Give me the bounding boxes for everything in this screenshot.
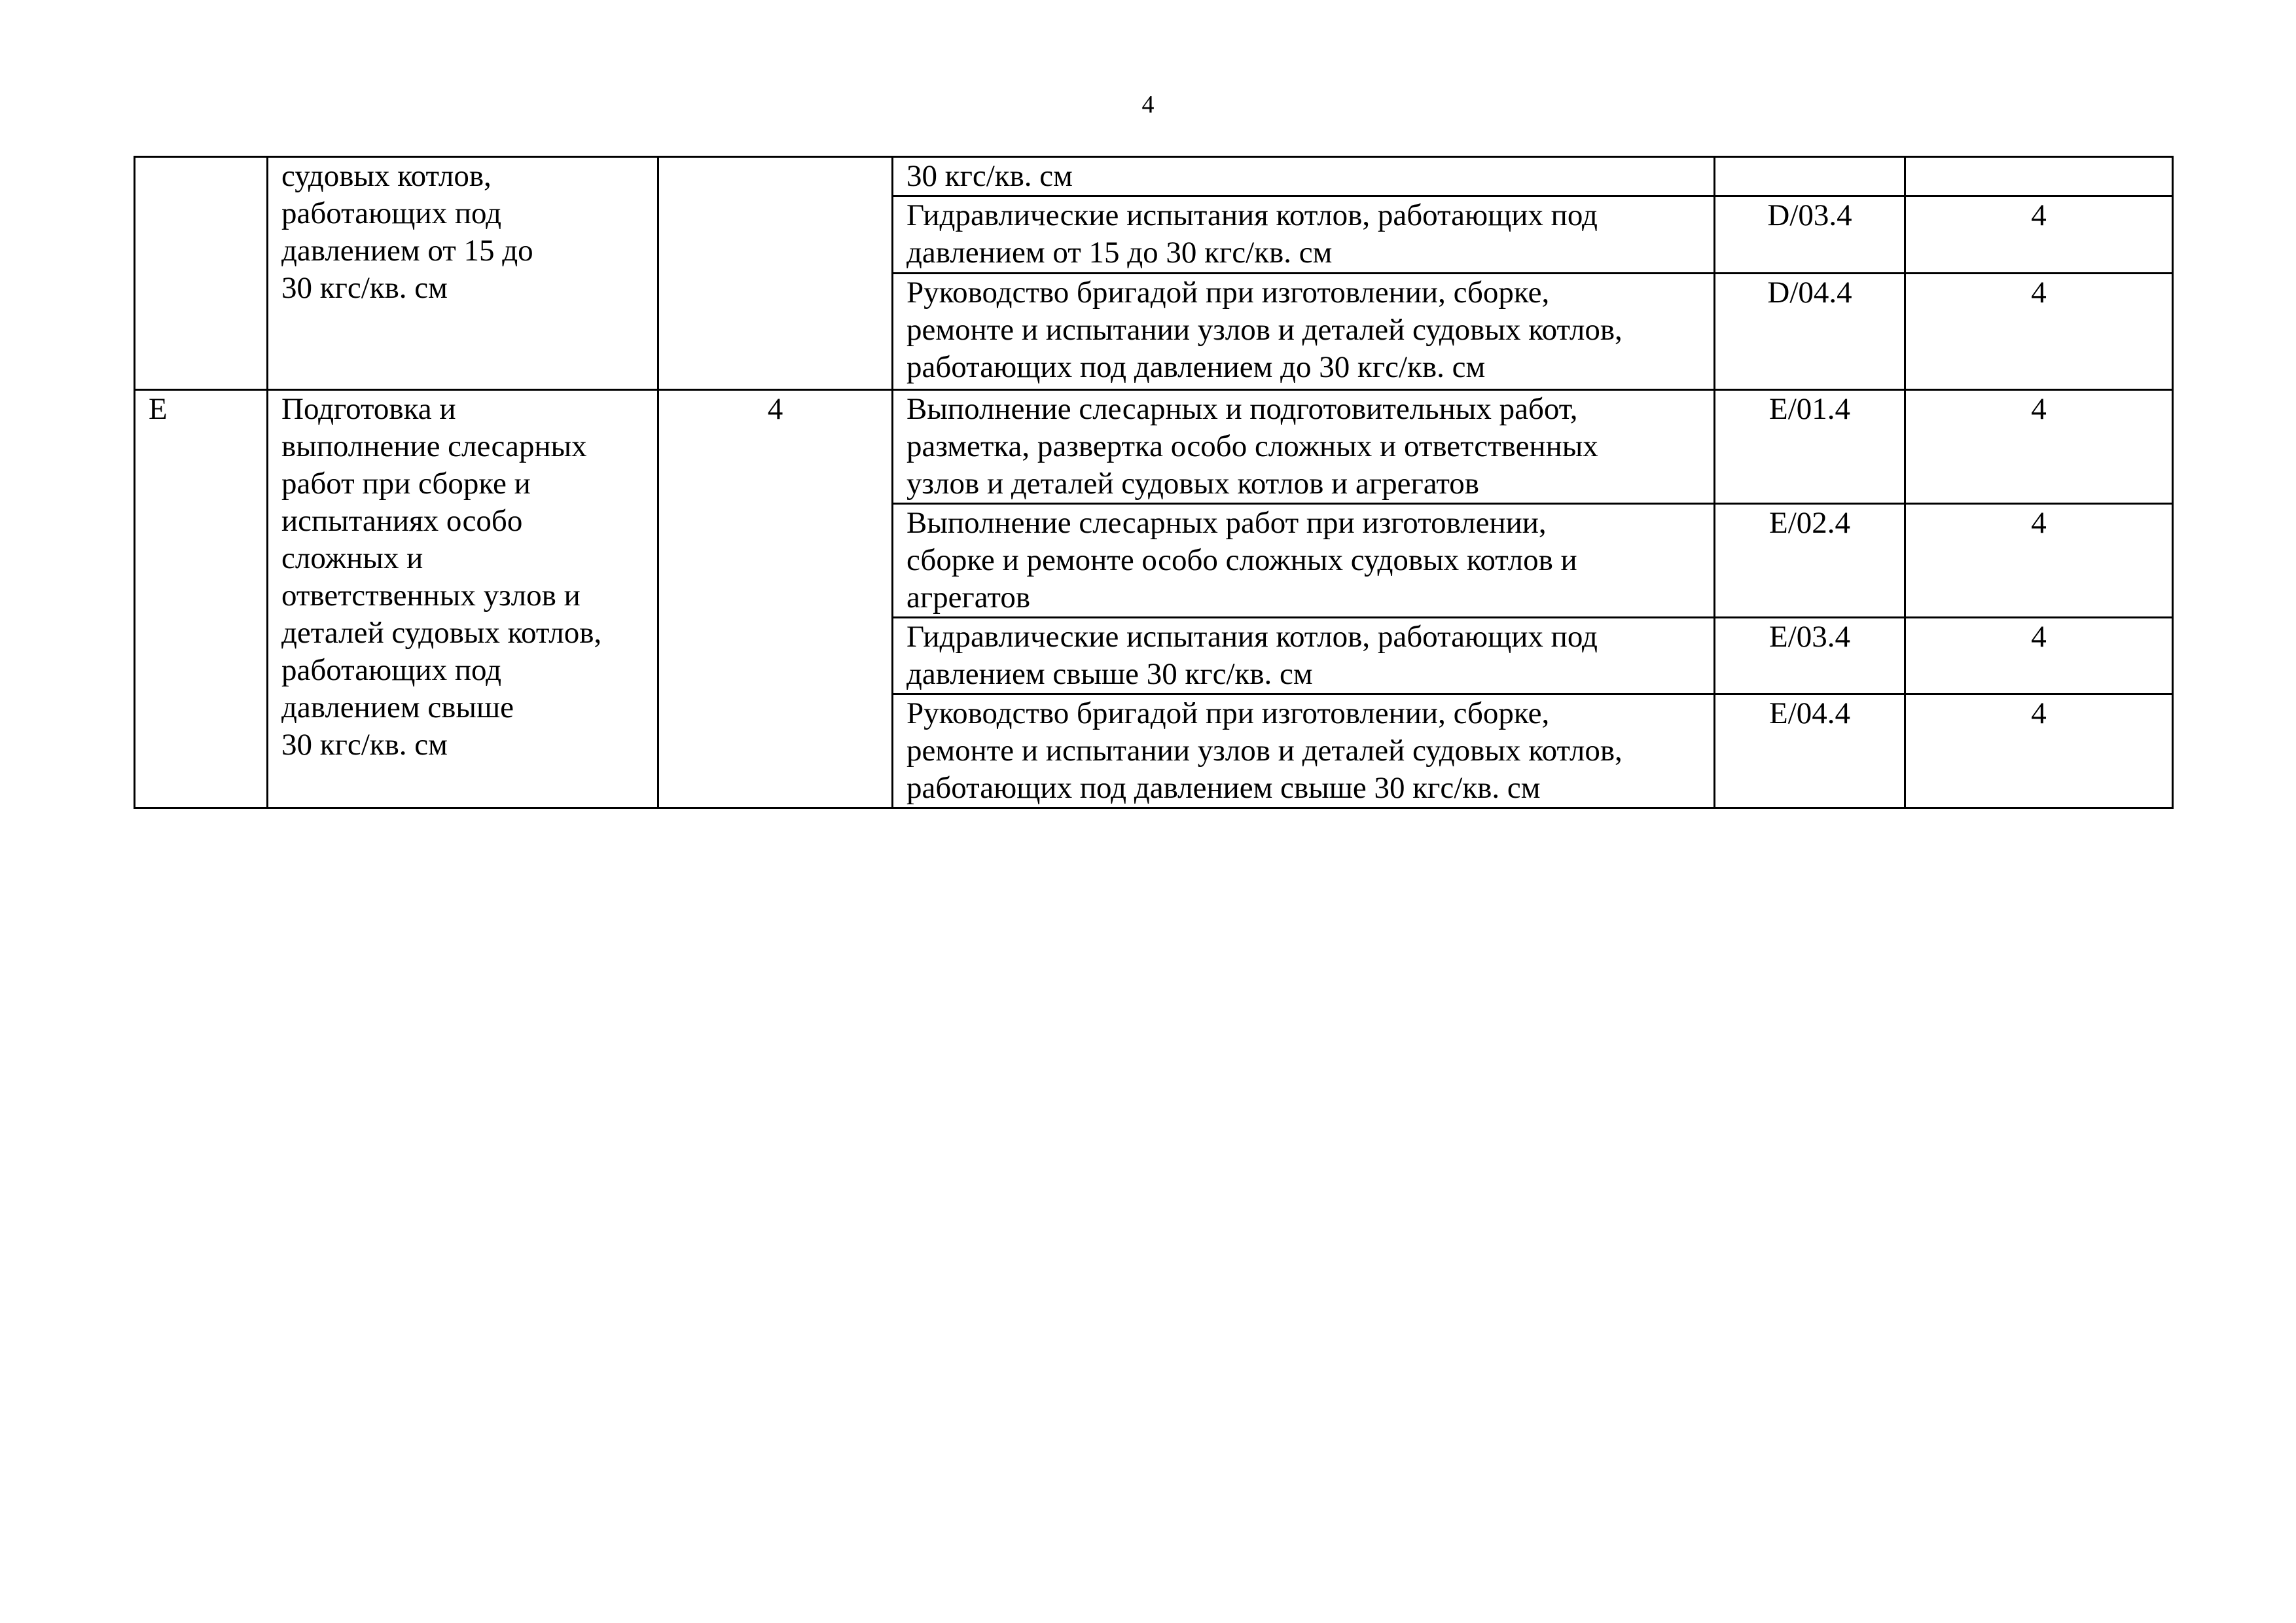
sublevel-qualification: 4 (1905, 390, 2173, 504)
generalized-function-code (135, 157, 268, 390)
sublevel-qualification (1905, 157, 2173, 196)
sublevel-qualification: 4 (1905, 504, 2173, 618)
labor-function-code: D/03.4 (1715, 196, 1905, 274)
generalized-function-code: E (135, 390, 268, 808)
sublevel-qualification: 4 (1905, 694, 2173, 808)
labor-function-code: D/04.4 (1715, 274, 1905, 390)
generalized-function-name: Подготовка и выполнение слесарных работ при сборке и испытаниях особо сложных и ответственных узлов и деталей судовых котлов, работающих под давлением свыше 30 кгс/кв. см (268, 390, 658, 808)
labor-function-name: 30 кгс/кв. см (893, 157, 1715, 196)
labor-function-name: Руководство бригадой при изготовлении, сборке, ремонте и испытании узлов и деталей судовых котлов, работающих под давлением свыше 30 кгс/кв. см (893, 694, 1715, 808)
table-row (135, 157, 2173, 196)
sublevel-qualification: 4 (1905, 274, 2173, 390)
labor-function-code: E/02.4 (1715, 504, 1905, 618)
labor-function-name: Выполнение слесарных работ при изготовлении, сборке и ремонте особо сложных судовых котлов и агрегатов (893, 504, 1715, 618)
labor-function-code: E/01.4 (1715, 390, 1905, 504)
labor-function-name: Гидравлические испытания котлов, работающих под давлением от 15 до 30 кгс/кв. см (893, 196, 1715, 274)
qualification-level (658, 157, 893, 390)
table-row (135, 390, 2173, 504)
generalized-function-name: судовых котлов, работающих под давлением от 15 до 30 кгс/кв. см (268, 157, 658, 390)
labor-function-name: Гидравлические испытания котлов, работающих под давлением свыше 30 кгс/кв. см (893, 618, 1715, 694)
functions-table (134, 156, 2174, 809)
sublevel-qualification: 4 (1905, 196, 2173, 274)
labor-function-code: E/04.4 (1715, 694, 1905, 808)
page-number: 4 (1141, 91, 1155, 118)
labor-function-code: E/03.4 (1715, 618, 1905, 694)
sublevel-qualification: 4 (1905, 618, 2173, 694)
labor-function-code (1715, 157, 1905, 196)
labor-function-name: Руководство бригадой при изготовлении, сборке, ремонте и испытании узлов и деталей судовых котлов, работающих под давлением до 30 кгс/кв. см (893, 274, 1715, 390)
labor-function-name: Выполнение слесарных и подготовительных работ, разметка, развертка особо сложных и ответственных узлов и деталей судовых котлов и агрегатов (893, 390, 1715, 504)
qualification-level: 4 (658, 390, 893, 808)
